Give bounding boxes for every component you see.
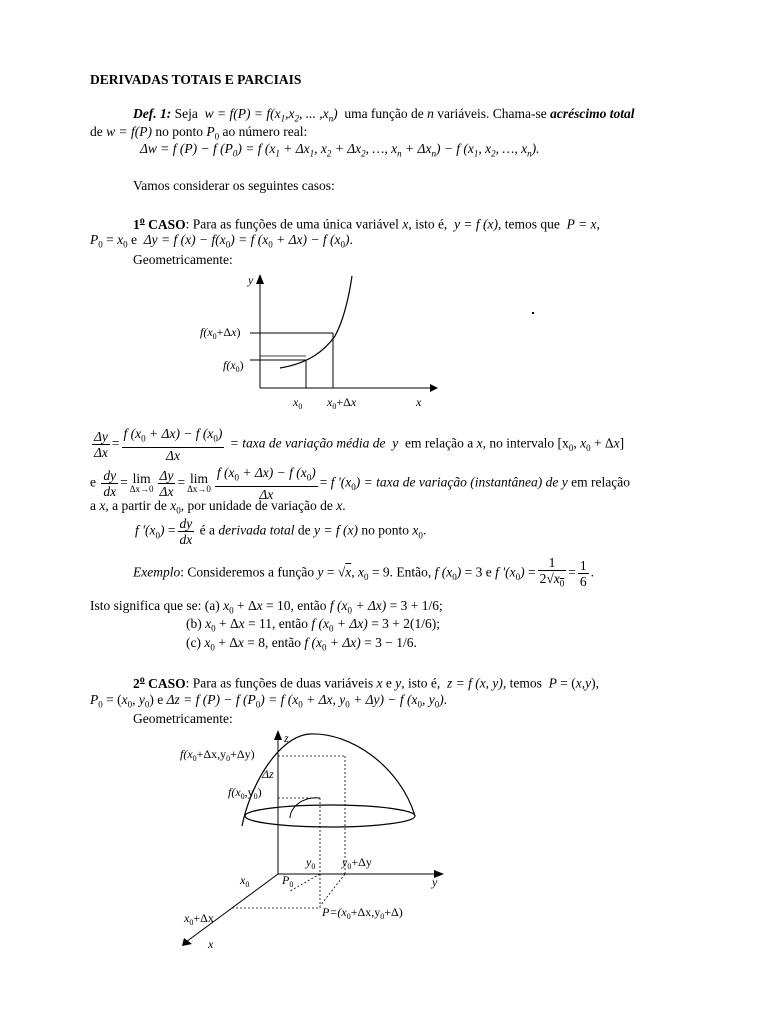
total-derivative-line: f '$(x_0)$ = $\frac{dy}{dx}$ é a derivada total de y = f (x) no ponto $x_0$. (135, 516, 427, 547)
z-axis-arrow (274, 730, 282, 740)
exemplo-label: Exemplo (133, 564, 181, 580)
geom2-label: Geometricamente: (133, 711, 233, 726)
graph2-p0: $P_0$ (282, 873, 294, 889)
isto-a: = 10, então (266, 598, 327, 613)
e-label: e (90, 474, 96, 490)
isto-line-b: (b) $x_0 + \Delta x = 11$, então f $(x_0 + \Delta x) = 3 + 2(1/6)$; (186, 616, 441, 634)
definition-line-1: Def. 1: Seja $w = f(P) = f(x_1,x_2$, ... $,x_n$) uma função de n variáveis. Chama-se acréscimo total (133, 106, 635, 124)
graph1-fx0-text: f(x (223, 358, 236, 372)
graph2-p-text: P=(x (322, 905, 347, 919)
graph1-x-label: x (416, 395, 422, 409)
case1-text3: , temos que (498, 216, 560, 232)
graph2-y0dy-text: y (342, 855, 348, 869)
stray-dot (532, 312, 534, 314)
line-a-text: a (90, 498, 96, 513)
graph-1 (190, 268, 450, 413)
curve (280, 276, 352, 368)
graph2-y-axis-label: y (432, 875, 438, 889)
graph2-y0: $y_0$ (306, 855, 316, 871)
case2-text2: e (385, 675, 392, 691)
case2-text3: , isto é, (401, 675, 441, 691)
case1-line-2: $P_0 = x_0$ e Δy = f $(x) - f(x_0) = f$ $(x_0 + \Delta x) - f$ $(x_0)$. (90, 232, 353, 250)
graph-2 (170, 726, 470, 956)
graph2-p0-text: P (282, 873, 290, 887)
total-deriv-text: é a (199, 522, 215, 538)
graph2-p: $P=(x_0+\Delta x,y_0+\Delta)$ (322, 905, 403, 921)
case1-p: P = x, (566, 216, 600, 232)
def-text2: uma função de (344, 106, 424, 121)
case2-text: : Para as funções de duas variáveis (185, 675, 374, 691)
graph2-x0dx: $x_0+\Delta x$ (184, 911, 214, 927)
case2-label: CASO (148, 675, 186, 691)
surface-base (245, 805, 415, 827)
guide-p (320, 874, 345, 906)
total-deriv-it: derivada total (218, 522, 295, 538)
graph2-fxy-top-text: f(x (180, 747, 193, 761)
case1-label: CASO (148, 216, 186, 232)
graph2-fxy: $f(x_0,y_0)$ (228, 785, 262, 801)
consider-text: Vamos considerar os seguintes casos: (133, 178, 335, 193)
graph2-fxy-top: $f(x_0+\Delta x,y_0+\Delta y)$ (180, 747, 255, 763)
case1-text2: , isto é, (408, 216, 448, 232)
avg-rate-text2: em relação a (405, 435, 474, 451)
delta-w-text: Δw = f (P) − f (P (140, 141, 233, 156)
graph1-fx0dx: $f(x_0+\Delta x)$ (200, 325, 241, 341)
total-deriv-text3: no ponto (361, 522, 409, 538)
graph1-fx0: $f(x_0)$ (223, 358, 244, 374)
graph2-y0dy: $y_0+\Delta y$ (342, 855, 372, 871)
isto-line-a: Isto significa que se: (a) $x_0 + \Delta x = 10$, então f $(x_0 + \Delta x) = 3 + 1/6$; (90, 598, 443, 616)
total-deriv-text2: de (297, 522, 311, 538)
case2-num: 2 (133, 675, 140, 691)
def-line2a: de (90, 124, 103, 139)
graph1-x0-text: x (293, 395, 299, 409)
line-a-text3: , por unidade de variação de (180, 498, 333, 513)
graph2-x0dx-text: x (184, 911, 190, 925)
avg-rate-text3: , no intervalo [x (482, 435, 569, 451)
isto-b2: = 3 + 2(1/6); (371, 616, 441, 631)
exemplo-text2: . Então, (389, 564, 432, 580)
case2-line-1: 2$^o$ CASO: Para as funções de duas variáveis x e y, isto é, z = f (x, y), temos P = (x,y), (133, 674, 600, 691)
deriv-text: = taxa de variação (instantânea) de (363, 474, 559, 490)
def-bold: acréscimo total (550, 106, 635, 121)
avg-rate-text: = taxa de variação média de (229, 435, 386, 451)
case1-num: 1 (133, 216, 140, 232)
exemplo-text: : Consideremos a função (180, 564, 315, 580)
def-text3: variáveis. Chama-se (437, 106, 547, 121)
line-a-text2: , a partir de (105, 498, 167, 513)
x-axis-arrow (430, 384, 438, 392)
graph2-y0-text: y (306, 855, 312, 869)
derivative-line: e $\frac{dy}{dx}$ = lim Δx→0 $\frac{\Delta y}{\Delta x}$ = lim Δx→0 $\frac{f (x_0 + \Delta x) - f (x_0)}{\Delta x}$ = f '$(x_0)$ = taxa de variação (instantânea) de y em relação (90, 465, 630, 502)
geom1-label: Geometricamente: (133, 252, 233, 267)
delta-w-formula: Δw = f (P) − f $(P_0) = f$ ($x_1 + \Delta x_1$, $x_2 + \Delta x_2$, …, $x_n + \Delta x_n) - f$ ($x_1$, $x_2$, …, $x_n$). (140, 141, 540, 159)
graph2-z: z (284, 731, 289, 745)
surface-inner (290, 798, 320, 818)
isto-text: Isto significa que se: (a) (90, 598, 220, 613)
graph2-x0-text: x (240, 873, 246, 887)
graph1-x0: $x_0$ (293, 395, 303, 411)
y-axis-arrow (256, 274, 264, 284)
graph2-x0: $x_0$ (240, 873, 250, 889)
def-label: Def. 1: (133, 106, 172, 121)
case2-line-2: $P_0 = (x_0$, $y_0$) e Δz = f (P) − f $(P_0) = f$ ($x_0 + \Delta x$, $y_0 + \Delta y) - f$ ($x_0$, $y_0$). (90, 692, 448, 710)
isto-b: = 11, então (248, 616, 309, 631)
graph1-y-label: y (248, 273, 254, 287)
deriv-text2: em relação (571, 474, 630, 490)
graph1-fx0dx-text: f(x (200, 325, 213, 339)
def-w: w = f(P) = f(x (204, 106, 281, 121)
isto-c2: = 3 − 1/6. (364, 635, 417, 650)
avg-rate-line: $\frac{\Delta y}{\Delta x}$ = $\frac{f (x_0 + \Delta x) - f (x_0)}{\Delta x}$ = taxa de variação média de y em relação a x, no intervalo [$x_0$, $x_0 + \Delta x$] (94, 426, 625, 463)
isto-line-c: (c) $x_0 + \Delta x = 8$, então f $(x_0 + \Delta x) = 3 - 1/6$. (186, 635, 417, 653)
isto-a2: = 3 + 1/6; (389, 598, 443, 613)
isto-c: = 8, então (247, 635, 302, 650)
def-line2c: ao número real: (222, 124, 308, 139)
guide-p0 (290, 874, 320, 891)
graph1-x0dx: $x_0+\Delta x$ (327, 395, 357, 411)
def-line2b: no ponto (155, 124, 203, 139)
def-text: Seja (174, 106, 198, 121)
case1-e: e (131, 232, 137, 247)
case1-text: : Para as funções de uma única variável (185, 216, 399, 232)
graph2-dz: Δz (262, 767, 274, 781)
definition-line-2: de w = f(P) no ponto $P_0$ ao número real: (90, 124, 308, 142)
case1-line-1: 1$^o$ CASO: Para as funções de uma única variável x, isto é, y = f (x), temos que P = x, (133, 215, 600, 232)
page-title: DERIVADAS TOTAIS E PARCIAIS (90, 72, 302, 87)
graph1-x0dx-text: x (327, 395, 333, 409)
line-a: a x, a partir de $x_0$, por unidade de variação de x. (90, 498, 346, 516)
graph2-fxy-text: f(x (228, 785, 241, 799)
graph2-x-axis-label: x (208, 937, 214, 951)
exemplo-line: Exemplo: Consideremos a função y = √x, $x_0 = 9$. Então, f $(x_0) = 3$ e f '$(x_0)$ = $\frac{1}{2√x_0}$ = $\frac{1}{6}$ . (133, 555, 595, 589)
case2-text4: , temos (502, 675, 542, 691)
